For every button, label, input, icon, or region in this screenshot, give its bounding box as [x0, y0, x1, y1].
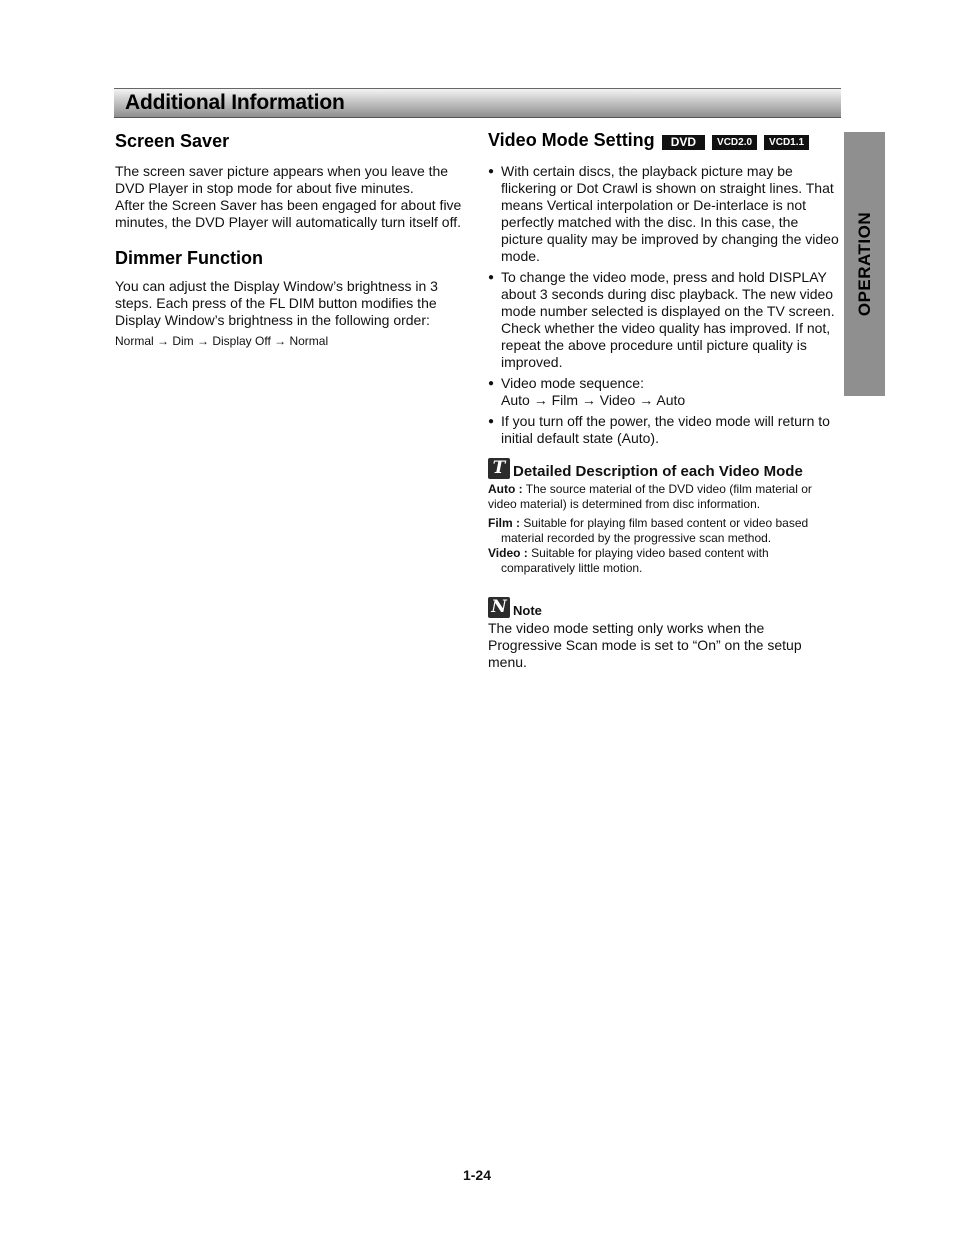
- detail-item: [488, 516, 840, 546]
- badge-dvd: DVD: [662, 135, 705, 150]
- detail-term: Film :: [488, 516, 520, 530]
- list-item: ● With certain discs, the playback picture may be flickering or Dot Crawl is shown on straight lines. That means Vertical interpolation or De-interlace is not perfectly matched with the disc. In this case, the picture quality may be improved by changing the video mode.: [488, 163, 840, 265]
- detail-text: Suitable for playing film based content or video based material recorded by the progressive scan method.: [501, 516, 809, 545]
- detail-text: Suitable for playing video based content with comparatively little motion.: [501, 546, 769, 575]
- detail-item: [488, 482, 840, 512]
- note-heading: Note: [513, 603, 542, 618]
- page-title: Additional Information: [125, 91, 345, 114]
- detail-term: Video :: [488, 546, 528, 560]
- badge-vcd11: VCD1.1: [764, 135, 809, 150]
- note-heading-row: [488, 597, 840, 618]
- screen-saver-heading: Screen Saver: [115, 131, 230, 151]
- detail-text: The source material of the DVD video (film material or video material) is determined from disc information.: [488, 482, 812, 511]
- list-item: ● To change the video mode, press and hold DISPLAY about 3 seconds during disc playback. The new video mode number selected is displayed on the TV screen. Check whether the video quality has improved. If not, repeat the above procedure until picture quality is improved.: [488, 269, 840, 371]
- left-column: [115, 130, 470, 349]
- video-mode-bullets: [488, 163, 840, 447]
- right-column: [488, 130, 840, 671]
- badge-vcd20: VCD2.0: [712, 135, 757, 150]
- dimmer-heading: Dimmer Function: [115, 248, 264, 268]
- video-mode-heading: Video Mode Setting: [488, 130, 655, 150]
- details-heading: Detailed Description of each Video Mode: [513, 463, 803, 480]
- screen-saver-text-2: After the Screen Saver has been engaged for about five minutes, the DVD Player will automatically turn itself off.: [115, 197, 462, 230]
- details-list: [488, 482, 840, 576]
- list-item: ● If you turn off the power, the video mode will return to initial default state (Auto).: [488, 413, 840, 447]
- side-tab-label: OPERATION: [854, 211, 874, 317]
- video-mode-heading-row: [488, 130, 840, 151]
- detail-term: Auto :: [488, 482, 523, 496]
- note-text: The video mode setting only works when the Progressive Scan mode is set to “On” on the setup menu.: [488, 620, 802, 670]
- details-heading-row: [488, 458, 840, 479]
- screen-saver-text-1: The screen saver picture appears when you leave the DVD Player in stop mode for about five minutes.: [115, 163, 449, 196]
- page-number: 1-24: [462, 1167, 492, 1183]
- side-tab: [844, 132, 885, 396]
- sequence-label: Video mode sequence:: [501, 375, 644, 391]
- tip-icon: T: [488, 458, 510, 479]
- list-item: [488, 375, 840, 409]
- dimmer-order: Normal → Dim → Display Off → Normal: [115, 334, 329, 348]
- dimmer-text: You can adjust the Display Window’s brightness in 3 steps. Each press of the FL DIM button modifies the Display Window’s brightness in the following order:: [115, 278, 438, 328]
- section-title-bar: [114, 88, 841, 118]
- detail-item: [488, 546, 840, 576]
- sequence-value: Auto → Film → Video → Auto: [501, 392, 686, 408]
- note-icon: N: [488, 597, 510, 618]
